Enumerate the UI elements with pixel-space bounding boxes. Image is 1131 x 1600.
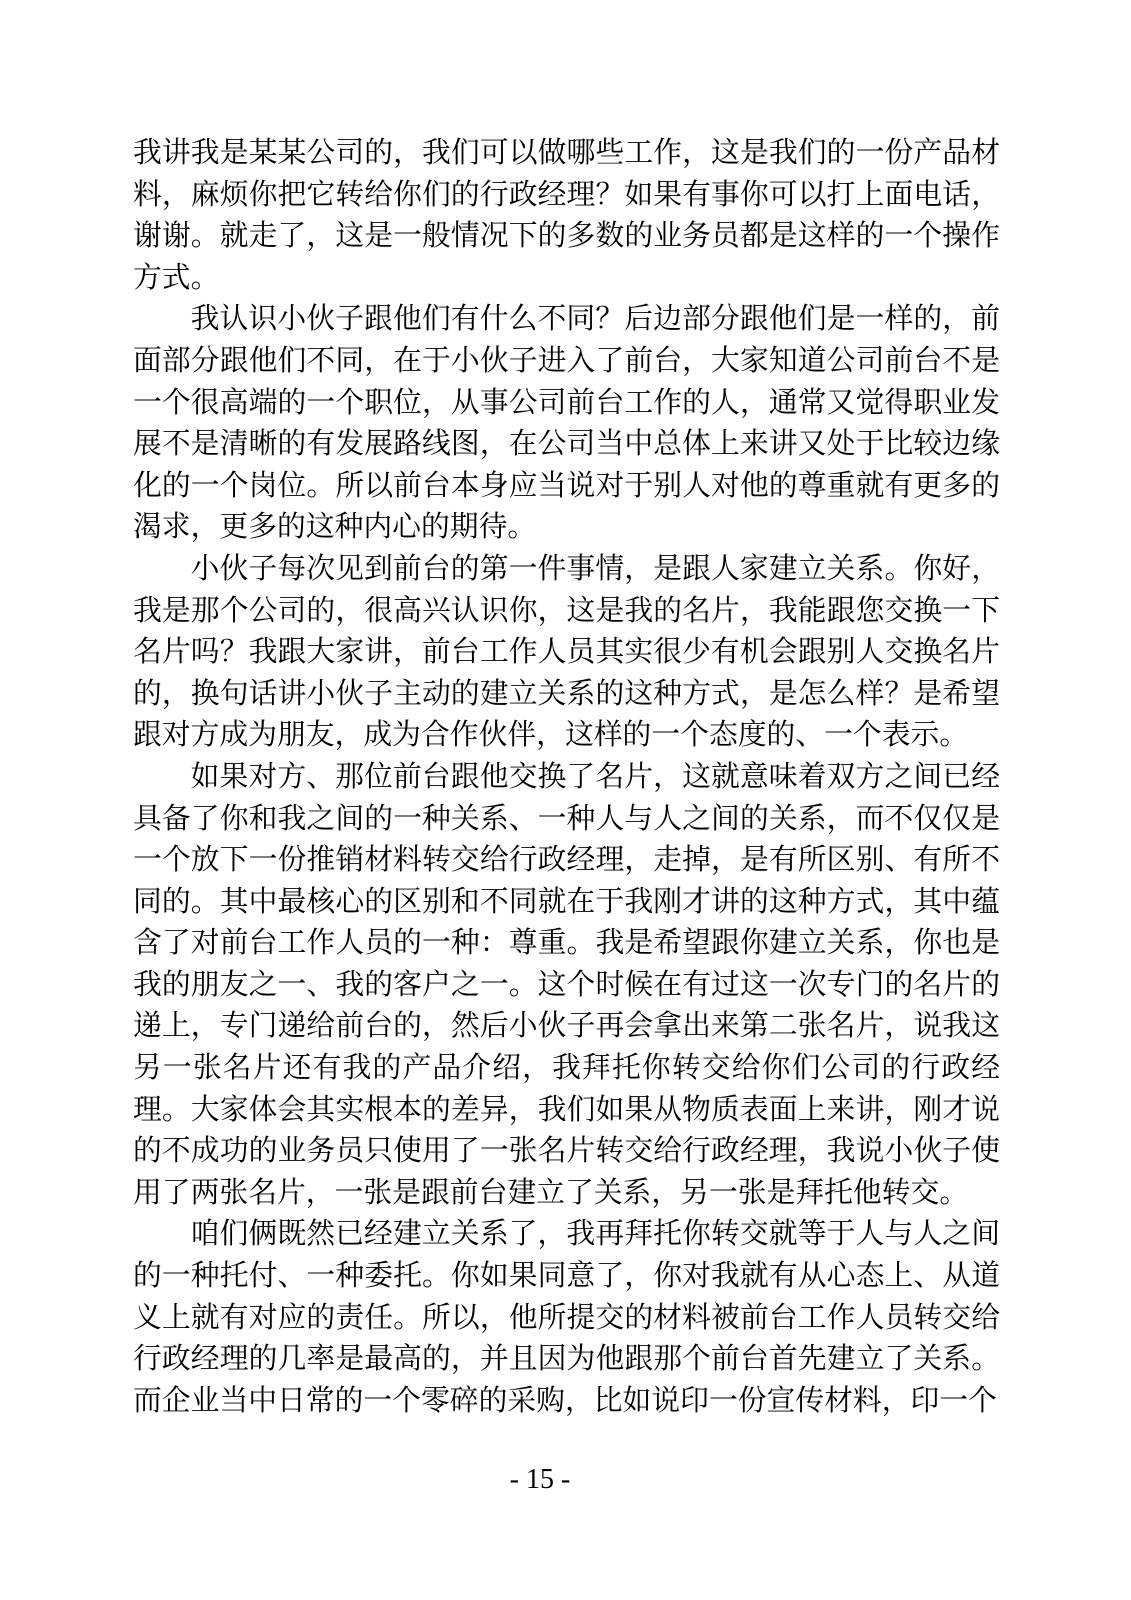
body-text [133, 133, 1000, 1422]
paragraph-4: 如果对方、那位前台跟他交换了名片，这就意味着双方之间已经具备了你和我之间的一种关系、一种人与人之间的关系，而不仅仅是一个放下一份推销材料转交给行政经理，走掉，是有所区别、有所不同的。其中最核心的区别和不同就在于我刚才讲的这种方式，其中蕴含了对前台工作人员的一种：尊重。我是希望跟你建立关系，你也是我的朋友之一、我的客户之一。这个时候在有过这一次专门的名片的递上，专门递给前台的，然后小伙子再会拿出来第二张名片，说我这另一张名片还有我的产品介绍，我拜托你转交给你们公司的行政经理。大家体会其实根本的差异，我们如果从物质表面上来讲，刚才说的不成功的业务员只使用了一张名片转交给行政经理，我说小伙子使用了两张名片，一张是跟前台建立了关系，另一张是拜托他转交。 [133, 760, 1000, 1209]
paragraph-2: 我认识小伙子跟他们有什么不同？后边部分跟他们是一样的，前面部分跟他们不同，在于小伙子进入了前台，大家知道公司前台不是一个很高端的一个职位，从事公司前台工作的人，通常又觉得职业发展不是清晰的有发展路线图，在公司当中总体上来讲又处于比较边缘化的一个岗位。所以前台本身应当说对于别人对他的尊重就有更多的渴求，更多的这种内心的期待。 [133, 303, 1000, 544]
paragraph-1: 我讲我是某某公司的，我们可以做哪些工作，这是我们的一份产品材料，麻烦你把它转给你们的行政经理？如果有事你可以打上面电话，谢谢。就走了，这是一般情况下的多数的业务员都是这样的一个操作方式。 [133, 137, 1000, 294]
page-number: - 15 - [509, 1464, 571, 1495]
paragraph-3: 小伙子每次见到前台的第一件事情，是跟人家建立关系。你好，我是那个公司的，很高兴认识你，这是我的名片，我能跟您交换一下名片吗？我跟大家讲，前台工作人员其实很少有机会跟别人交换名片的，换句话讲小伙子主动的建立关系的这种方式，是怎么样？是希望跟对方成为朋友，成为合作伙伴，这样的一个态度的、一个表示。 [133, 552, 1000, 752]
paragraph-5: 咱们俩既然已经建立关系了，我再拜托你转交就等于人与人之间的一种托付、一种委托。你如果同意了，你对我就有从心态上、从道义上就有对应的责任。所以，他所提交的材料被前台工作人员转交给行政经理的几率是最高的，并且因为他跟那个前台首先建立了关系。而企业当中日常的一个零碎的采购，比如说印一份宣传材料，印一个 [133, 1218, 1000, 1417]
